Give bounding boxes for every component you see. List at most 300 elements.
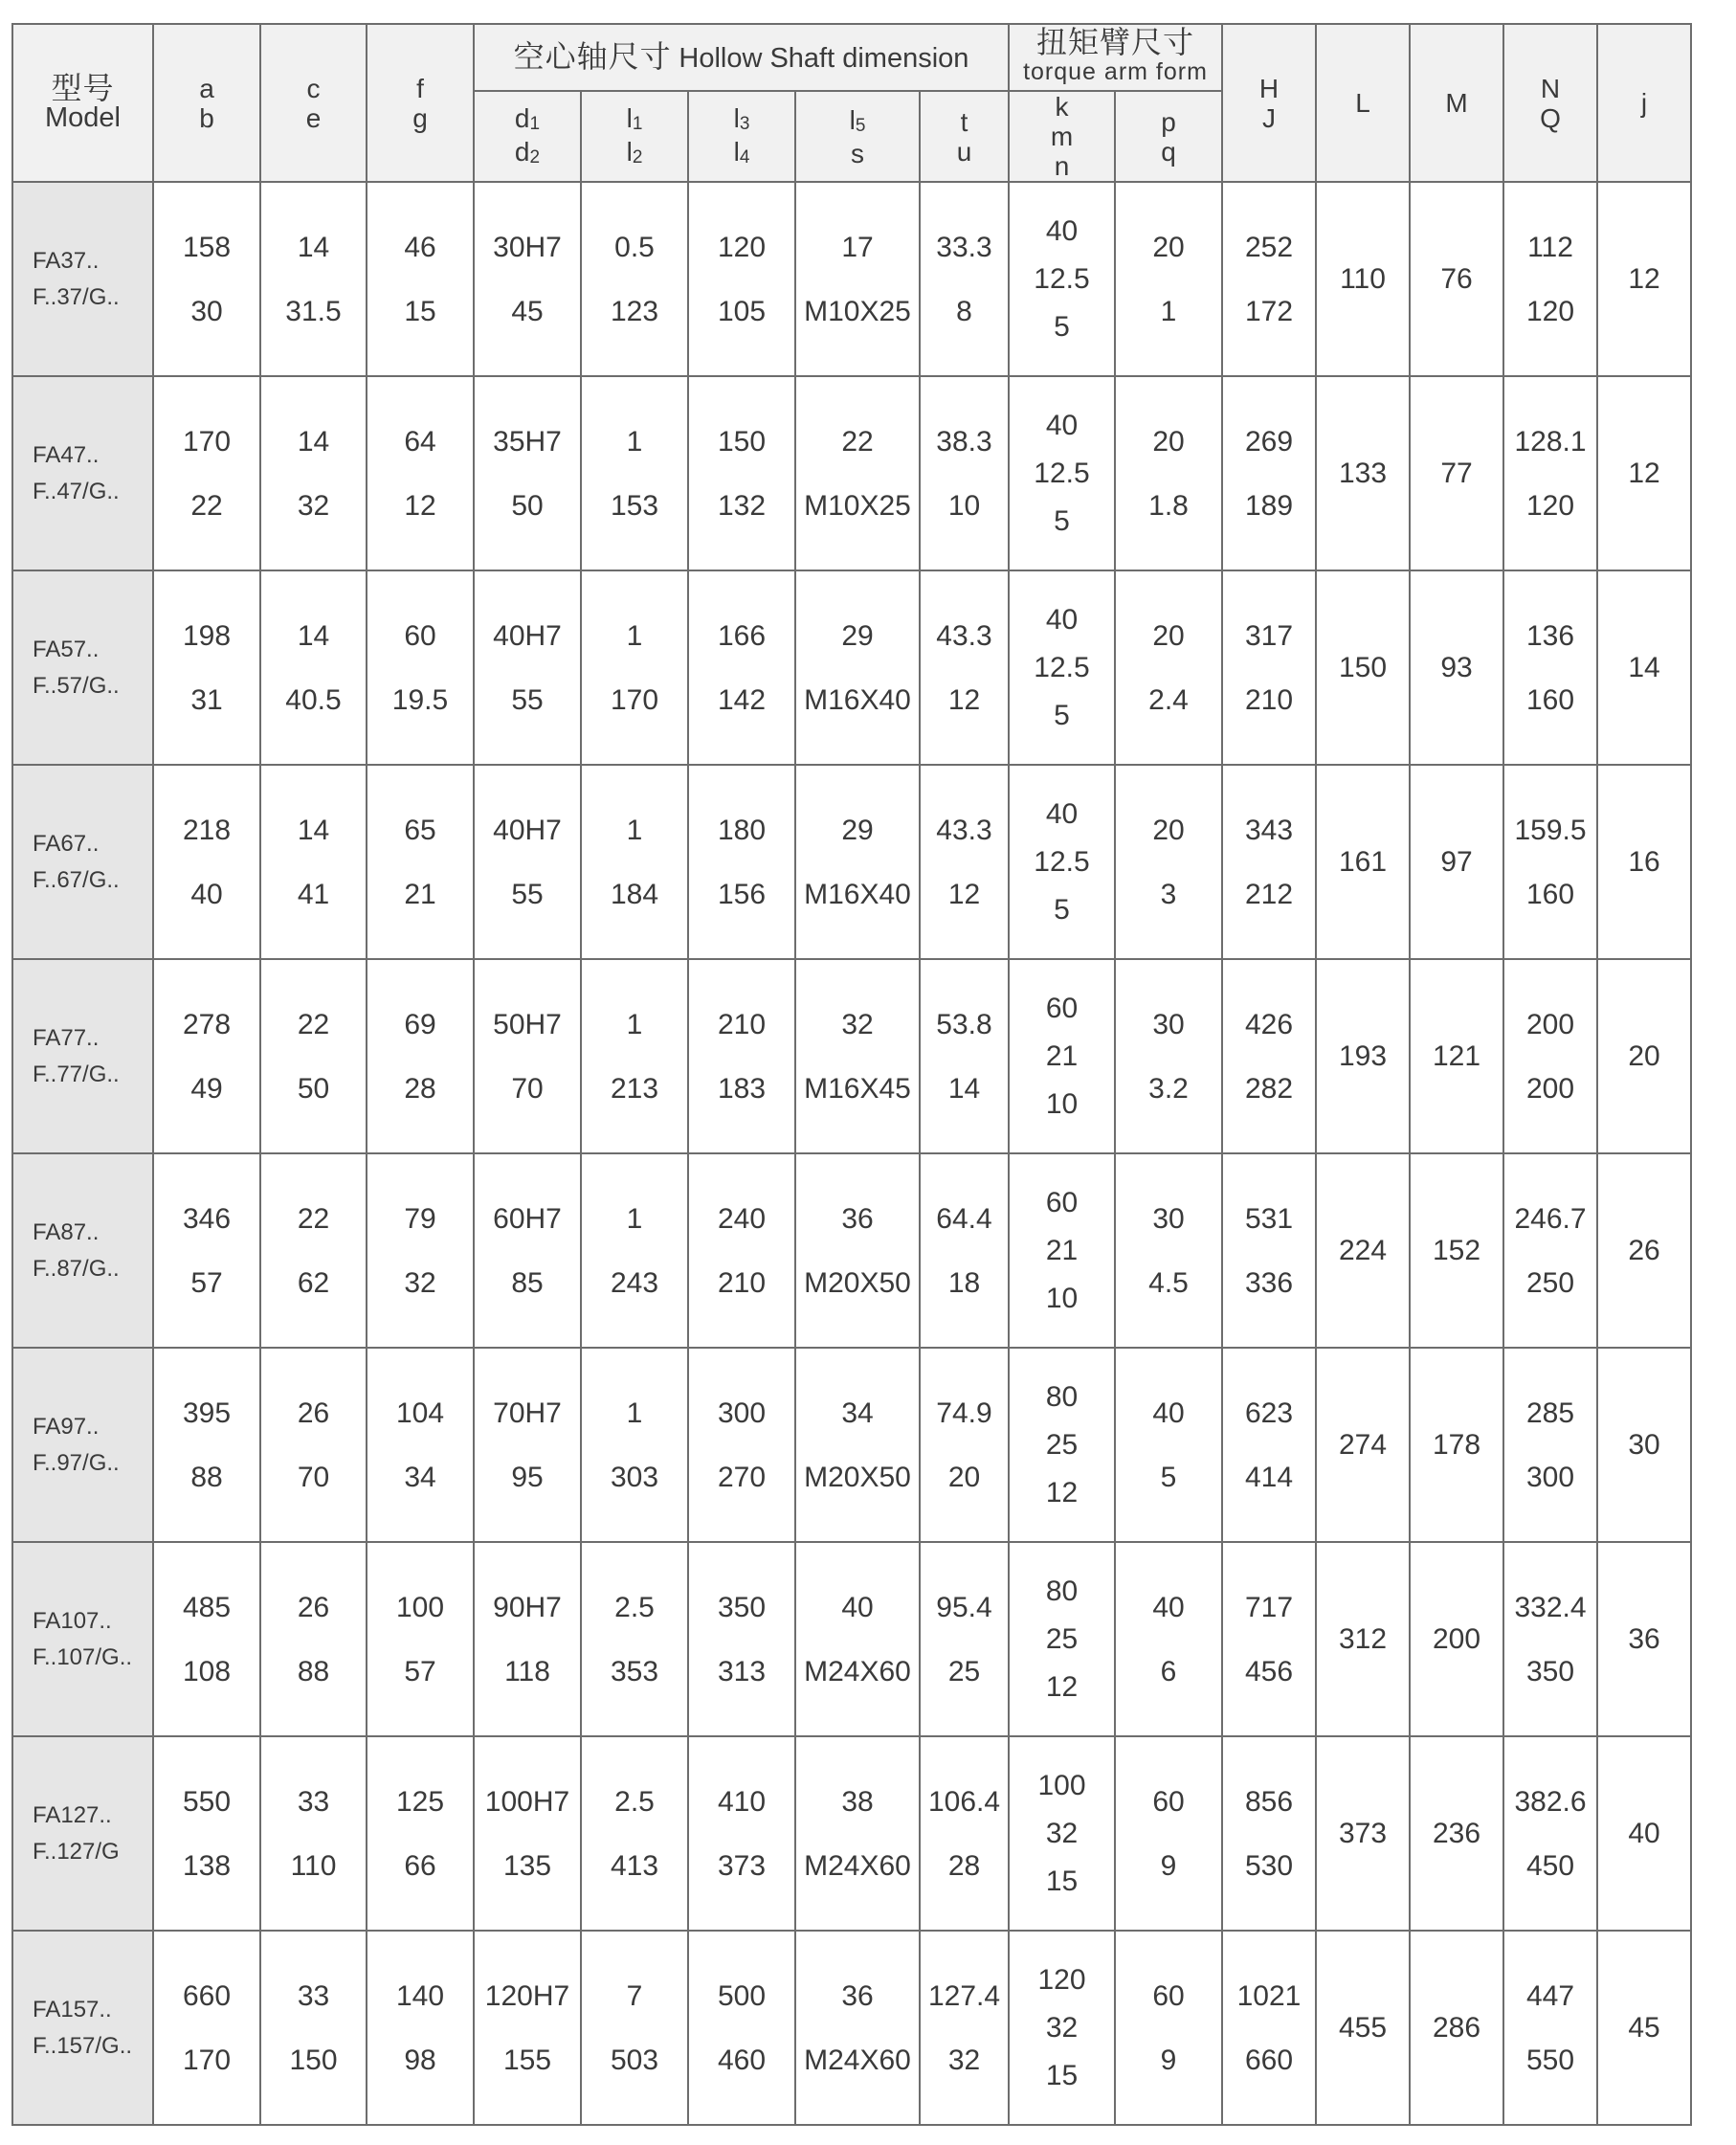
header-l2-letter: l [626, 136, 633, 167]
cell-nq [1503, 1931, 1597, 2125]
cell-l12-bottom: 243 [610, 1266, 659, 1299]
cell-m [1410, 1736, 1503, 1931]
cell-HJ [1222, 1931, 1316, 2125]
header-l34 [688, 91, 795, 182]
cell-HJ [1222, 1542, 1316, 1736]
cell-ce-bottom: 41 [297, 878, 330, 910]
header-j-label: j [1640, 88, 1648, 118]
cell-l12-bottom: 170 [610, 683, 659, 716]
cell-d-top: 60H7 [493, 1202, 562, 1235]
cell-HJ [1222, 959, 1316, 1153]
cell-ce-top: 14 [297, 231, 330, 263]
cell-ce [260, 959, 367, 1153]
cell-l12-top: 7 [626, 1979, 643, 2012]
cell-l34-bottom: 156 [717, 878, 767, 910]
cell-n: 12 [1045, 1476, 1079, 1508]
cell-l-value: 193 [1338, 1040, 1388, 1072]
cell-l5s-top: 36 [841, 1202, 874, 1235]
model-variant: F..47/G.. [33, 478, 120, 504]
cell-ce-bottom: 88 [297, 1655, 330, 1687]
cell-ab [153, 959, 260, 1153]
cell-l34-bottom: 132 [717, 489, 767, 522]
cell-nq-bottom: 350 [1525, 1655, 1575, 1687]
cell-pq [1115, 959, 1222, 1153]
model-cell [12, 1931, 153, 2125]
cell-pq-bottom: 3.2 [1148, 1072, 1189, 1105]
cell-HJ [1222, 376, 1316, 570]
cell-d-top: 30H7 [493, 231, 562, 263]
cell-tu [920, 1542, 1009, 1736]
cell-ab-top: 395 [182, 1396, 232, 1429]
cell-d-top: 35H7 [493, 425, 562, 458]
cell-ab-bottom: 22 [190, 489, 223, 522]
cell-l12-top: 1 [626, 425, 643, 458]
cell-l5s-bottom: M20X50 [804, 1461, 911, 1493]
cell-d [474, 376, 581, 570]
cell-nq-bottom: 550 [1525, 2044, 1575, 2076]
cell-kmn [1009, 376, 1115, 570]
cell-j-value: 20 [1628, 1040, 1660, 1072]
cell-fg-bottom: 34 [404, 1461, 436, 1493]
model-name: FA87.. [33, 1218, 100, 1245]
cell-ab-bottom: 49 [190, 1072, 223, 1105]
cell-ce-bottom: 50 [297, 1072, 330, 1105]
cell-l34-top: 240 [717, 1202, 767, 1235]
header-l4-sub: 4 [739, 146, 750, 168]
cell-nq-top: 382.6 [1514, 1785, 1587, 1818]
cell-l5s [795, 1542, 920, 1736]
cell-l [1316, 1153, 1410, 1348]
cell-l12-top: 1 [626, 814, 643, 846]
cell-ce [260, 1153, 367, 1348]
cell-l5s [795, 182, 920, 376]
cell-m [1410, 959, 1503, 1153]
cell-d [474, 1153, 581, 1348]
cell-ab-bottom: 40 [190, 878, 223, 910]
cell-d-bottom: 155 [502, 2044, 552, 2076]
cell-nq-bottom: 160 [1525, 878, 1575, 910]
cell-tu-bottom: 12 [947, 878, 981, 910]
cell-l34-top: 500 [717, 1979, 767, 2012]
header-f-label: f [416, 73, 424, 103]
header-q-lower-label: q [1161, 136, 1176, 167]
model-name: FA127.. [33, 1801, 112, 1828]
header-d1-sub: 1 [529, 113, 541, 134]
model-cn-label: 型号 [51, 70, 115, 105]
cell-nq [1503, 959, 1597, 1153]
cell-fg [367, 1736, 474, 1931]
cell-pq-top: 40 [1152, 1591, 1185, 1623]
cell-HJ-top: 343 [1244, 814, 1294, 846]
cell-pq-top: 60 [1152, 1979, 1185, 2012]
model-en-label: Model [45, 101, 121, 133]
cell-d-top: 40H7 [493, 619, 562, 652]
header-l1-letter: l [626, 102, 633, 133]
dimension-table-sheet [11, 23, 1692, 2126]
cell-ce [260, 1348, 367, 1542]
cell-m-value: 152 [1432, 1235, 1481, 1266]
cell-ce-top: 14 [297, 425, 330, 458]
table-row [12, 570, 1691, 765]
cell-ce-top: 22 [297, 1008, 330, 1040]
cell-HJ-top: 856 [1244, 1785, 1294, 1818]
cell-l34 [688, 1153, 795, 1348]
cell-fg [367, 182, 474, 376]
cell-l5s [795, 1931, 920, 2125]
cell-fg-bottom: 28 [404, 1072, 436, 1105]
cell-l5s-top: 22 [841, 425, 874, 458]
cell-l5s [795, 1153, 920, 1348]
cell-l12-top: 2.5 [614, 1591, 655, 1623]
cell-m [1410, 182, 1503, 376]
cell-ab-top: 158 [182, 231, 232, 263]
torque-arm-cn-label: 扭矩臂尺寸 [1035, 25, 1194, 59]
cell-l12-bottom: 353 [610, 1655, 659, 1687]
cell-HJ-top: 252 [1244, 231, 1294, 263]
cell-j [1597, 1348, 1691, 1542]
cell-l5s [795, 959, 920, 1153]
cell-l5s-top: 40 [841, 1591, 874, 1623]
cell-pq [1115, 1153, 1222, 1348]
cell-l34-bottom: 313 [717, 1655, 767, 1687]
cell-pq-top: 40 [1152, 1396, 1185, 1429]
cell-HJ-top: 1021 [1236, 1979, 1302, 2012]
cell-nq-top: 128.1 [1514, 425, 1587, 458]
cell-l12 [581, 1542, 688, 1736]
cell-l34-top: 210 [717, 1008, 767, 1040]
cell-d [474, 1542, 581, 1736]
cell-k: 80 [1045, 1575, 1079, 1607]
cell-ce [260, 570, 367, 765]
cell-m-value: 286 [1432, 2012, 1481, 2044]
cell-d-bottom: 55 [511, 878, 544, 910]
cell-ab-top: 660 [182, 1979, 232, 2012]
cell-ce-bottom: 150 [289, 2044, 338, 2076]
cell-l5s-bottom: M10X25 [804, 489, 911, 522]
model-cell [12, 765, 153, 959]
cell-j-value: 40 [1628, 1818, 1660, 1849]
model-variant: F..37/G.. [33, 283, 120, 310]
cell-l [1316, 1348, 1410, 1542]
cell-ce-bottom: 31.5 [285, 295, 342, 327]
cell-d-bottom: 70 [511, 1072, 544, 1105]
cell-m [1410, 376, 1503, 570]
cell-l34 [688, 182, 795, 376]
cell-d-bottom: 118 [504, 1655, 550, 1687]
cell-pq-top: 30 [1152, 1202, 1185, 1235]
cell-l5s-bottom: M16X40 [804, 683, 911, 716]
cell-l12-top: 1 [626, 1396, 643, 1429]
cell-k: 40 [1045, 603, 1079, 636]
cell-l-value: 161 [1338, 846, 1388, 878]
header-pq [1115, 91, 1222, 182]
cell-j [1597, 765, 1691, 959]
cell-tu-bottom: 32 [947, 2044, 981, 2076]
cell-HJ [1222, 1736, 1316, 1931]
cell-ce-bottom: 110 [290, 1849, 337, 1882]
cell-ce [260, 1931, 367, 2125]
cell-l5s [795, 1348, 920, 1542]
cell-l34 [688, 1931, 795, 2125]
cell-tu [920, 1153, 1009, 1348]
cell-d [474, 570, 581, 765]
cell-HJ [1222, 1348, 1316, 1542]
cell-m-value: 93 [1440, 652, 1473, 683]
cell-nq-bottom: 450 [1525, 1849, 1575, 1882]
cell-l12-bottom: 153 [610, 489, 659, 522]
cell-j-value: 26 [1628, 1235, 1660, 1266]
cell-nq [1503, 1736, 1597, 1931]
cell-j-value: 16 [1628, 846, 1660, 878]
cell-k: 60 [1045, 1186, 1079, 1218]
model-cell [12, 1542, 153, 1736]
cell-l [1316, 959, 1410, 1153]
header-l [1316, 24, 1410, 182]
cell-l12-top: 1 [626, 1202, 643, 1235]
cell-l12-bottom: 213 [610, 1072, 659, 1105]
cell-d-bottom: 85 [511, 1266, 544, 1299]
cell-ab-top: 485 [182, 1591, 232, 1623]
cell-l5s-top: 17 [841, 231, 874, 263]
cell-d-top: 50H7 [493, 1008, 562, 1040]
cell-fg [367, 376, 474, 570]
header-j [1597, 24, 1691, 182]
cell-pq-bottom: 4.5 [1148, 1266, 1189, 1299]
cell-nq [1503, 1153, 1597, 1348]
cell-pq-top: 20 [1152, 231, 1185, 263]
cell-fg [367, 1153, 474, 1348]
cell-l12-bottom: 413 [610, 1849, 659, 1882]
cell-ce-top: 26 [297, 1591, 330, 1623]
cell-m: 25 [1045, 1622, 1079, 1655]
table-row [12, 959, 1691, 1153]
cell-ce [260, 182, 367, 376]
cell-nq-bottom: 120 [1525, 295, 1575, 327]
cell-k: 40 [1045, 409, 1079, 441]
cell-fg-bottom: 57 [404, 1655, 436, 1687]
cell-HJ-bottom: 530 [1244, 1849, 1294, 1882]
cell-pq-top: 20 [1152, 619, 1185, 652]
cell-HJ [1222, 765, 1316, 959]
cell-l-value: 373 [1338, 1818, 1388, 1849]
cell-nq-bottom: 160 [1525, 683, 1575, 716]
cell-k: 40 [1045, 214, 1079, 247]
header-d2-sub: 2 [529, 146, 541, 168]
model-cell [12, 570, 153, 765]
cell-n: 5 [1054, 504, 1070, 537]
cell-HJ-top: 623 [1244, 1396, 1294, 1429]
cell-nq-top: 159.5 [1514, 814, 1587, 846]
cell-j-value: 12 [1628, 458, 1660, 489]
cell-fg [367, 1348, 474, 1542]
cell-j [1597, 1931, 1691, 2125]
cell-l34-bottom: 460 [717, 2044, 767, 2076]
header-model [12, 24, 153, 182]
header-d [474, 91, 581, 182]
cell-m-value: 236 [1432, 1818, 1481, 1849]
cell-l34-bottom: 183 [717, 1072, 767, 1105]
cell-j [1597, 1736, 1691, 1931]
cell-fg-bottom: 12 [404, 489, 436, 522]
cell-l12-top: 0.5 [614, 231, 655, 263]
header-n-label: N [1540, 73, 1561, 103]
cell-d-top: 100H7 [484, 1785, 570, 1818]
cell-pq-bottom: 5 [1160, 1461, 1177, 1493]
model-name: FA37.. [33, 247, 100, 274]
cell-m [1410, 1153, 1503, 1348]
hollow-shaft-cn-label: 空心轴尺寸 [513, 38, 672, 74]
cell-pq-bottom: 3 [1160, 878, 1177, 910]
cell-HJ-bottom: 336 [1244, 1266, 1294, 1299]
cell-pq [1115, 1736, 1222, 1931]
header-kmn [1009, 91, 1115, 182]
cell-l-value: 455 [1338, 2012, 1388, 2044]
header-l3-letter: l [733, 102, 740, 133]
cell-m: 12.5 [1034, 457, 1090, 489]
cell-d-bottom: 45 [511, 295, 544, 327]
model-cell [12, 1153, 153, 1348]
model-name: FA57.. [33, 636, 100, 662]
cell-kmn [1009, 1153, 1115, 1348]
cell-HJ-bottom: 282 [1244, 1072, 1294, 1105]
cell-l5s-bottom: M20X50 [804, 1266, 911, 1299]
cell-n: 15 [1045, 2059, 1079, 2091]
cell-l5s-bottom: M24X60 [804, 1655, 911, 1687]
cell-nq [1503, 376, 1597, 570]
cell-l34-bottom: 105 [717, 295, 767, 327]
cell-nq-bottom: 120 [1525, 489, 1575, 522]
cell-HJ-bottom: 210 [1244, 683, 1294, 716]
cell-fg [367, 570, 474, 765]
cell-l [1316, 1736, 1410, 1931]
cell-ce-top: 14 [297, 619, 330, 652]
cell-l-value: 110 [1340, 263, 1386, 295]
cell-tu-top: 64.4 [936, 1202, 992, 1235]
header-l3-sub: 3 [739, 113, 750, 134]
cell-HJ-bottom: 212 [1244, 878, 1294, 910]
cell-nq-top: 200 [1525, 1008, 1575, 1040]
cell-m: 21 [1045, 1234, 1079, 1266]
cell-ce-top: 33 [297, 1979, 330, 2012]
header-t-label: t [960, 106, 968, 137]
cell-fg-top: 104 [395, 1396, 445, 1429]
cell-ce [260, 376, 367, 570]
cell-tu-bottom: 12 [947, 683, 981, 716]
torque-arm-en-label: torque arm form [1023, 58, 1208, 85]
cell-n: 12 [1045, 1670, 1079, 1703]
cell-fg-top: 60 [404, 619, 436, 652]
model-variant: F..127/G [33, 1838, 120, 1865]
cell-kmn [1009, 765, 1115, 959]
cell-d-top: 70H7 [493, 1396, 562, 1429]
cell-ab [153, 570, 260, 765]
cell-fg-top: 65 [404, 814, 436, 846]
cell-HJ [1222, 570, 1316, 765]
cell-HJ-top: 717 [1244, 1591, 1294, 1623]
cell-l12-bottom: 123 [610, 295, 659, 327]
cell-ab-bottom: 138 [182, 1849, 232, 1882]
cell-tu [920, 570, 1009, 765]
cell-k: 60 [1045, 992, 1079, 1024]
cell-l12-top: 1 [626, 619, 643, 652]
header-ab [153, 24, 260, 182]
header-l5-sub: 5 [855, 115, 866, 136]
cell-kmn [1009, 1542, 1115, 1736]
cell-pq [1115, 1931, 1222, 2125]
header-k-label: k [1055, 92, 1069, 122]
cell-k: 40 [1045, 797, 1079, 830]
cell-tu-top: 74.9 [936, 1396, 992, 1429]
cell-ab-top: 170 [182, 425, 232, 458]
cell-ce [260, 765, 367, 959]
cell-ab-bottom: 88 [190, 1461, 223, 1493]
cell-nq [1503, 1348, 1597, 1542]
cell-j [1597, 959, 1691, 1153]
cell-tu-top: 106.4 [927, 1785, 1001, 1818]
cell-ab-top: 198 [182, 619, 232, 652]
cell-ce-top: 14 [297, 814, 330, 846]
header-d1-letter: d [514, 102, 530, 133]
cell-nq-bottom: 200 [1525, 1072, 1575, 1105]
cell-tu-bottom: 25 [947, 1655, 981, 1687]
table-row [12, 1542, 1691, 1736]
header-ce [260, 24, 367, 182]
cell-l34-top: 180 [717, 814, 767, 846]
model-name: FA77.. [33, 1024, 100, 1051]
table-row [12, 1153, 1691, 1348]
cell-l34 [688, 765, 795, 959]
cell-nq-top: 447 [1525, 1979, 1575, 2012]
model-name: FA47.. [33, 441, 100, 468]
cell-n: 5 [1054, 893, 1070, 926]
cell-tu [920, 376, 1009, 570]
cell-tu-top: 95.4 [936, 1591, 992, 1623]
table-row [12, 765, 1691, 959]
cell-HJ-bottom: 660 [1244, 2044, 1294, 2076]
cell-j [1597, 1542, 1691, 1736]
cell-ab [153, 1931, 260, 2125]
cell-l5s-top: 38 [841, 1785, 874, 1818]
cell-l34-top: 350 [717, 1591, 767, 1623]
cell-m: 25 [1045, 1428, 1079, 1461]
header-m-label: M [1445, 88, 1468, 118]
cell-d [474, 1348, 581, 1542]
cell-m: 32 [1045, 1817, 1079, 1849]
cell-pq-bottom: 6 [1160, 1655, 1177, 1687]
cell-d [474, 1736, 581, 1931]
cell-fg-top: 46 [404, 231, 436, 263]
cell-m-value: 178 [1432, 1429, 1481, 1461]
cell-ab [153, 765, 260, 959]
cell-pq-bottom: 9 [1160, 1849, 1177, 1882]
cell-pq-top: 30 [1152, 1008, 1185, 1040]
cell-l12-top: 1 [626, 1008, 643, 1040]
cell-l34-top: 150 [717, 425, 767, 458]
cell-l5s [795, 1736, 920, 1931]
cell-j-value: 12 [1628, 263, 1660, 295]
model-cell [12, 1348, 153, 1542]
cell-l34-bottom: 210 [717, 1266, 767, 1299]
header-torque-arm-group [1009, 24, 1222, 91]
cell-d [474, 1931, 581, 2125]
cell-l-value: 312 [1338, 1623, 1388, 1655]
cell-fg-top: 140 [395, 1979, 445, 2012]
cell-nq-top: 332.4 [1514, 1591, 1587, 1623]
cell-l12 [581, 959, 688, 1153]
cell-fg-top: 100 [395, 1591, 445, 1623]
cell-l [1316, 570, 1410, 765]
header-b-label: b [199, 102, 214, 133]
